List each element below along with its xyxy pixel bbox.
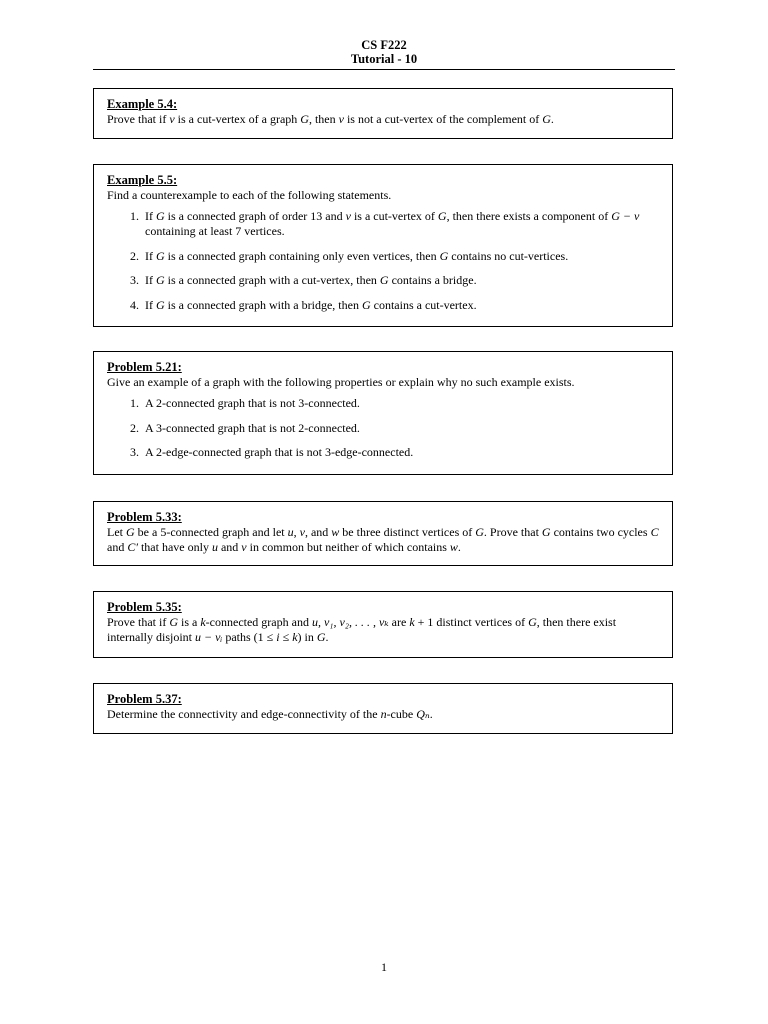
list-item bbox=[107, 396, 659, 411]
statement-text: Let bbox=[107, 525, 126, 539]
statement-text: . bbox=[325, 630, 329, 644]
statement-text: ) in bbox=[297, 630, 317, 644]
math-symbol: G bbox=[528, 615, 537, 629]
math-symbol: G bbox=[156, 297, 165, 312]
problem-statement bbox=[107, 525, 659, 555]
math-symbol: k bbox=[292, 630, 298, 644]
statement-text: If bbox=[145, 248, 156, 263]
statement-text: , then there exists a component of bbox=[446, 209, 612, 223]
math-symbol: G bbox=[126, 525, 135, 539]
math-symbol: G bbox=[439, 248, 449, 263]
math-symbol: C′ bbox=[127, 540, 138, 554]
list-item-number: 2. bbox=[130, 248, 139, 263]
math-symbol: G bbox=[379, 273, 389, 287]
math-symbol: G bbox=[156, 248, 165, 263]
math-symbol: k bbox=[200, 615, 206, 629]
list-item-text bbox=[145, 298, 659, 313]
page-number: 1 bbox=[381, 960, 387, 974]
math-symbol: G bbox=[169, 615, 178, 629]
problem-title: Problem 5.37: bbox=[107, 692, 182, 706]
statement-list bbox=[107, 209, 659, 313]
statement-text: Determine the connectivity and edge-connectivity of the bbox=[107, 707, 381, 721]
math-symbol: i bbox=[276, 630, 280, 644]
math-symbol: w bbox=[331, 525, 340, 539]
statement-text: is a connected graph with a cut-vertex, then bbox=[164, 273, 380, 287]
math-symbol: u, v₁, v₂, . . . , vₖ bbox=[311, 615, 389, 629]
math-symbol: G − v bbox=[611, 209, 640, 223]
problem-box-example-5-4 bbox=[93, 88, 673, 139]
math-symbol: u − vᵢ bbox=[195, 630, 223, 644]
statement-text: and bbox=[107, 540, 128, 554]
math-symbol: u bbox=[287, 525, 294, 539]
math-symbol: v bbox=[345, 209, 351, 223]
statement-text: that have only bbox=[137, 540, 212, 554]
list-item bbox=[107, 298, 659, 313]
math-symbol: v bbox=[338, 112, 344, 126]
statement-text: is a cut-vertex of a graph bbox=[174, 112, 301, 126]
statement-text: + 1 distinct vertices of bbox=[414, 615, 529, 629]
problem-statement: Find a counterexample to each of the following statements. bbox=[107, 188, 392, 202]
list-item-text bbox=[145, 209, 659, 239]
problem-title: Example 5.4: bbox=[107, 97, 178, 111]
statement-text: in common but neither of which contains bbox=[246, 540, 450, 554]
statement-text: If bbox=[145, 209, 156, 223]
statement-text: is a connected graph with a bridge, then bbox=[164, 297, 362, 312]
math-symbol: Qₙ bbox=[416, 707, 430, 721]
list-item bbox=[107, 445, 659, 460]
problem-statement bbox=[107, 112, 659, 127]
math-symbol: w bbox=[449, 540, 458, 554]
math-symbol: k bbox=[409, 615, 415, 629]
problem-title: Example 5.5: bbox=[107, 173, 178, 187]
statement-text: , then bbox=[308, 112, 339, 126]
math-symbol: v bbox=[169, 112, 175, 126]
statement-text: is a connected graph of order 13 and bbox=[164, 209, 346, 223]
course-code: CS F222 bbox=[361, 38, 407, 52]
math-symbol: G bbox=[542, 112, 551, 126]
statement-text: A 3-connected graph that is not 2-connected. bbox=[145, 420, 360, 435]
problem-box-example-5-5 bbox=[93, 164, 673, 327]
problem-box-problem-5-37 bbox=[93, 683, 673, 734]
list-item bbox=[107, 249, 659, 264]
statement-text: and bbox=[217, 540, 242, 554]
problem-statement bbox=[107, 707, 659, 722]
statement-text: is a connected graph containing only even vertices, then bbox=[164, 248, 440, 263]
statement-text: If bbox=[145, 297, 156, 312]
math-symbol: C bbox=[650, 525, 659, 539]
list-item-number: 3. bbox=[130, 445, 139, 459]
statement-text: are bbox=[388, 615, 410, 629]
list-item-text bbox=[145, 273, 659, 288]
statement-text: contains a bridge. bbox=[388, 273, 477, 287]
statement-text: A 2-connected graph that is not 3-connected. bbox=[145, 396, 360, 410]
statement-text: is a cut-vertex of bbox=[350, 209, 438, 223]
property-list bbox=[107, 396, 659, 460]
statement-text: If bbox=[145, 273, 156, 287]
statement-text: . bbox=[550, 112, 554, 126]
math-symbol: G bbox=[361, 297, 371, 312]
header-rule bbox=[93, 69, 675, 70]
list-item-number: 1. bbox=[130, 396, 139, 410]
list-item-text bbox=[145, 445, 659, 460]
problem-title: Problem 5.33: bbox=[107, 510, 182, 524]
statement-text: . Prove that bbox=[483, 525, 542, 539]
problem-title: Problem 5.35: bbox=[107, 600, 182, 614]
math-symbol: G bbox=[475, 525, 484, 539]
math-symbol: G bbox=[316, 630, 326, 644]
statement-text: is a bbox=[178, 615, 201, 629]
statement-text: . bbox=[429, 707, 433, 721]
list-item bbox=[107, 209, 659, 239]
problem-statement bbox=[107, 615, 659, 645]
list-item-text bbox=[145, 396, 659, 411]
statement-text: contains a cut-vertex. bbox=[370, 297, 477, 312]
list-item-number: 4. bbox=[130, 297, 139, 312]
statement-text: contains two cycles bbox=[550, 525, 651, 539]
statement-text: Prove that if bbox=[107, 615, 170, 629]
problem-title: Problem 5.21: bbox=[107, 360, 182, 374]
statement-text: is not a cut-vertex of the complement of bbox=[343, 112, 543, 126]
math-symbol: v bbox=[241, 540, 247, 554]
math-symbol: G bbox=[300, 112, 309, 126]
statement-text: , then there exist internally disjoint bbox=[107, 615, 617, 644]
statement-text: , bbox=[293, 525, 300, 539]
statement-text: ≤ bbox=[279, 630, 293, 644]
math-symbol: n bbox=[380, 707, 387, 721]
math-symbol: G bbox=[156, 209, 165, 223]
statement-text: -cube bbox=[386, 707, 417, 721]
document-header bbox=[93, 38, 675, 66]
math-symbol: v bbox=[299, 525, 305, 539]
list-item bbox=[107, 273, 659, 288]
statement-text: . bbox=[457, 540, 461, 554]
statement-text: Prove that if bbox=[107, 112, 170, 126]
list-item bbox=[107, 421, 659, 436]
problem-box-problem-5-33 bbox=[93, 501, 673, 566]
statement-text: be a 5-connected graph and let bbox=[134, 525, 288, 539]
statement-text: -connected graph and bbox=[205, 615, 312, 629]
math-symbol: G bbox=[437, 209, 447, 223]
statement-text: contains no cut-vertices. bbox=[448, 248, 569, 263]
problem-box-problem-5-35 bbox=[93, 591, 673, 658]
problem-statement: Give an example of a graph with the following properties or explain why no such example exists. bbox=[107, 375, 575, 389]
math-symbol: G bbox=[156, 273, 165, 287]
problem-box-problem-5-21 bbox=[93, 351, 673, 475]
list-item-text bbox=[145, 249, 659, 264]
list-item-number: 1. bbox=[130, 209, 139, 223]
list-item-number: 2. bbox=[130, 420, 139, 435]
math-symbol: u bbox=[211, 540, 218, 554]
statement-text: , and bbox=[304, 525, 332, 539]
tutorial-title: Tutorial - 10 bbox=[350, 52, 418, 66]
math-symbol: G bbox=[541, 525, 551, 539]
statement-text: be three distinct vertices of bbox=[339, 525, 476, 539]
statement-text: A 2-edge-connected graph that is not 3-edge-connected. bbox=[145, 445, 414, 459]
statement-text: containing at least 7 vertices. bbox=[145, 224, 285, 238]
list-item-text bbox=[145, 421, 659, 436]
statement-text: paths (1 ≤ bbox=[222, 630, 277, 644]
list-item-number: 3. bbox=[130, 273, 139, 287]
